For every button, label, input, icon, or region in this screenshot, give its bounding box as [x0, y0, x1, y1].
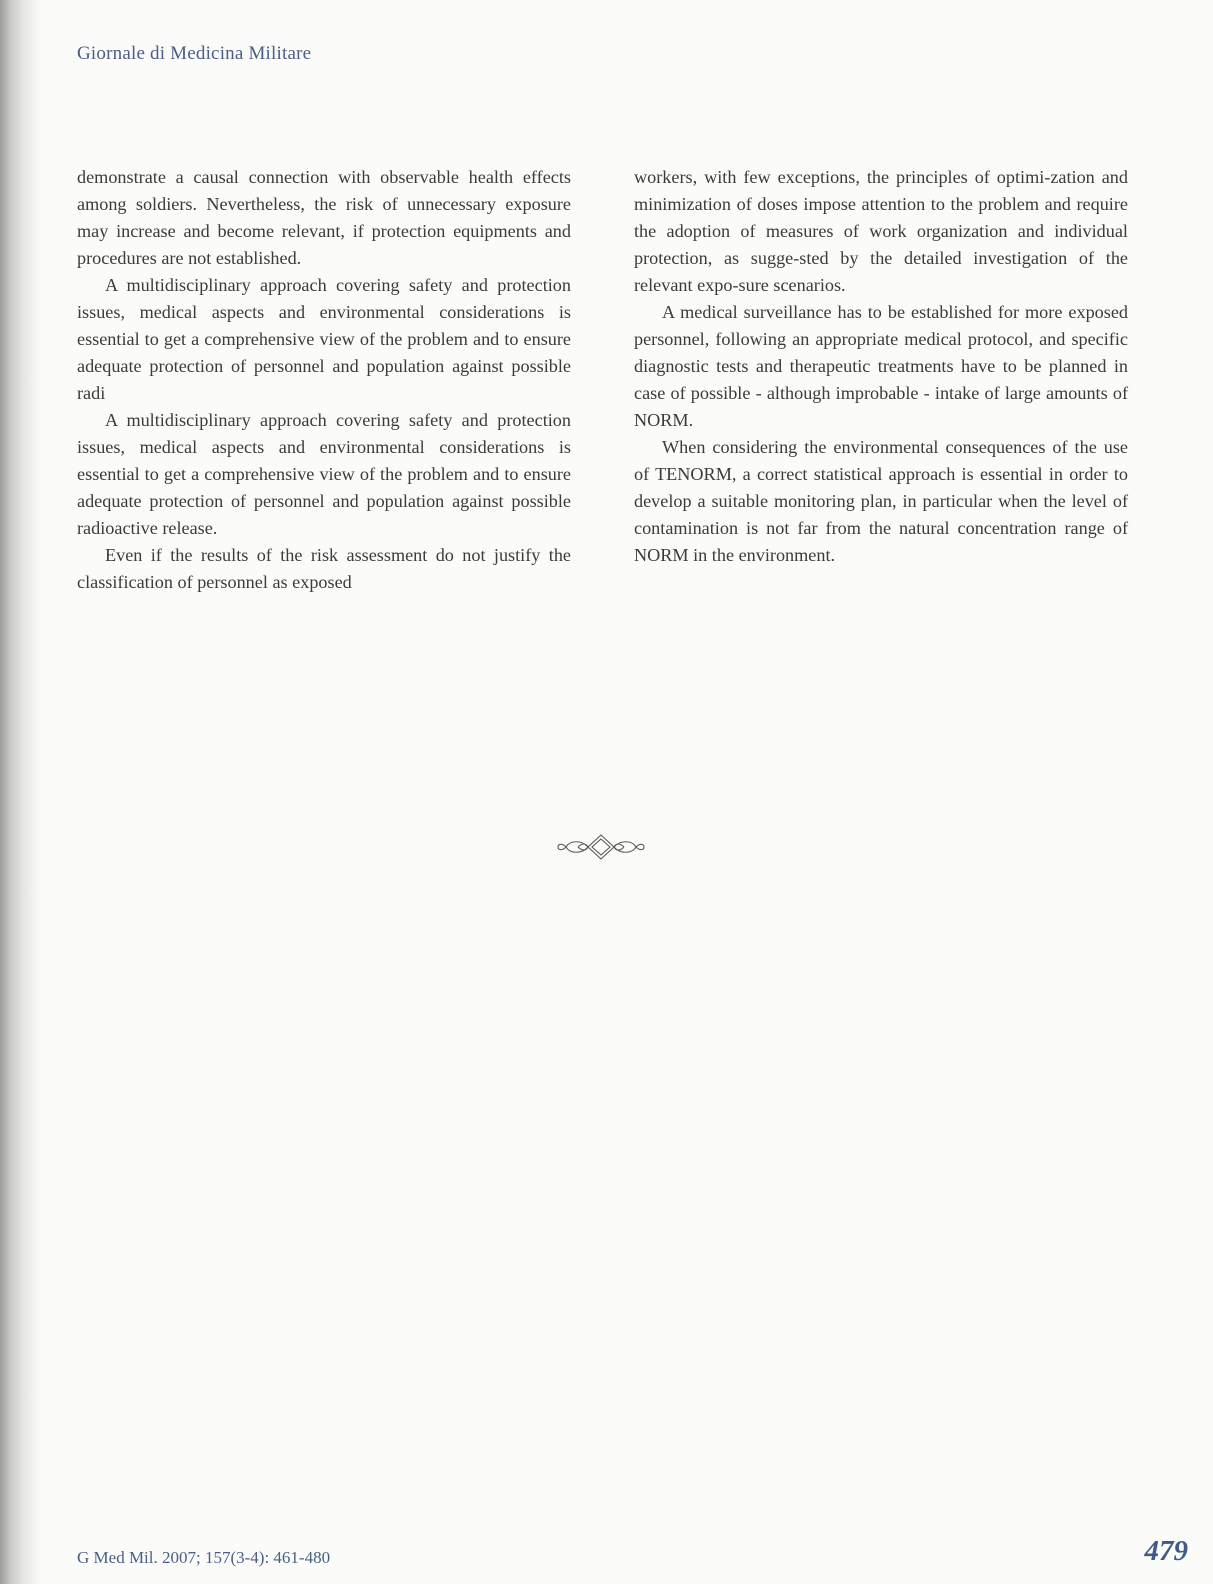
paragraph: When considering the environmental consequences of the use of TENORM, a correct statistical approach is essential in order to develop a suitable monitoring plan, in particular when the level of contamination is not far from the natural concentration range of NORM in the environment. [634, 437, 1128, 565]
paragraph: Even if the results of the risk assessment do not justify the classification of personnel as exposed [77, 545, 571, 592]
page-binding-shadow [0, 0, 40, 1584]
paragraph: workers, with few exceptions, the principles of optimi-zation and minimization of doses impose attention to the problem and require the adoption of measures of work organization and individual protection, as sugge-sted by the detailed investigation of the relevant expo-sure scenarios. [634, 167, 1128, 295]
fleuron-ornament-icon [556, 832, 646, 862]
paragraph: A multidisciplinary approach covering safety and protection issues, medical aspects and environmental considerations is essential to get a comprehensive view of the problem and to ensure adequate protection of personnel and population against possible radioactive release. [77, 410, 571, 538]
page-number: 479 [1144, 1535, 1188, 1567]
running-header: Giornale di Medicina Militare [77, 43, 312, 64]
right-column [634, 164, 1128, 569]
left-column [77, 164, 571, 596]
paragraph: demonstrate a causal connection with observable health effects among soldiers. Nevertheless, the risk of unnecessary exposure may increase and become relevant, if protection equipments and procedures are not established. [77, 167, 571, 268]
paragraph: A multidisciplinary approach covering safety and protection issues, medical aspects and environmental considerations is essential to get a comprehensive view of the problem and to ensure adequate protection of personnel and population against possible radi [77, 275, 571, 403]
footer-citation: G Med Mil. 2007; 157(3-4): 461-480 [77, 1548, 331, 1567]
paragraph: A medical surveillance has to be established for more exposed personnel, following an appropriate medical protocol, and specific diagnostic tests and therapeutic treatments have to be planned in case of possible - although improbable - intake of large amounts of NORM. [634, 302, 1128, 430]
